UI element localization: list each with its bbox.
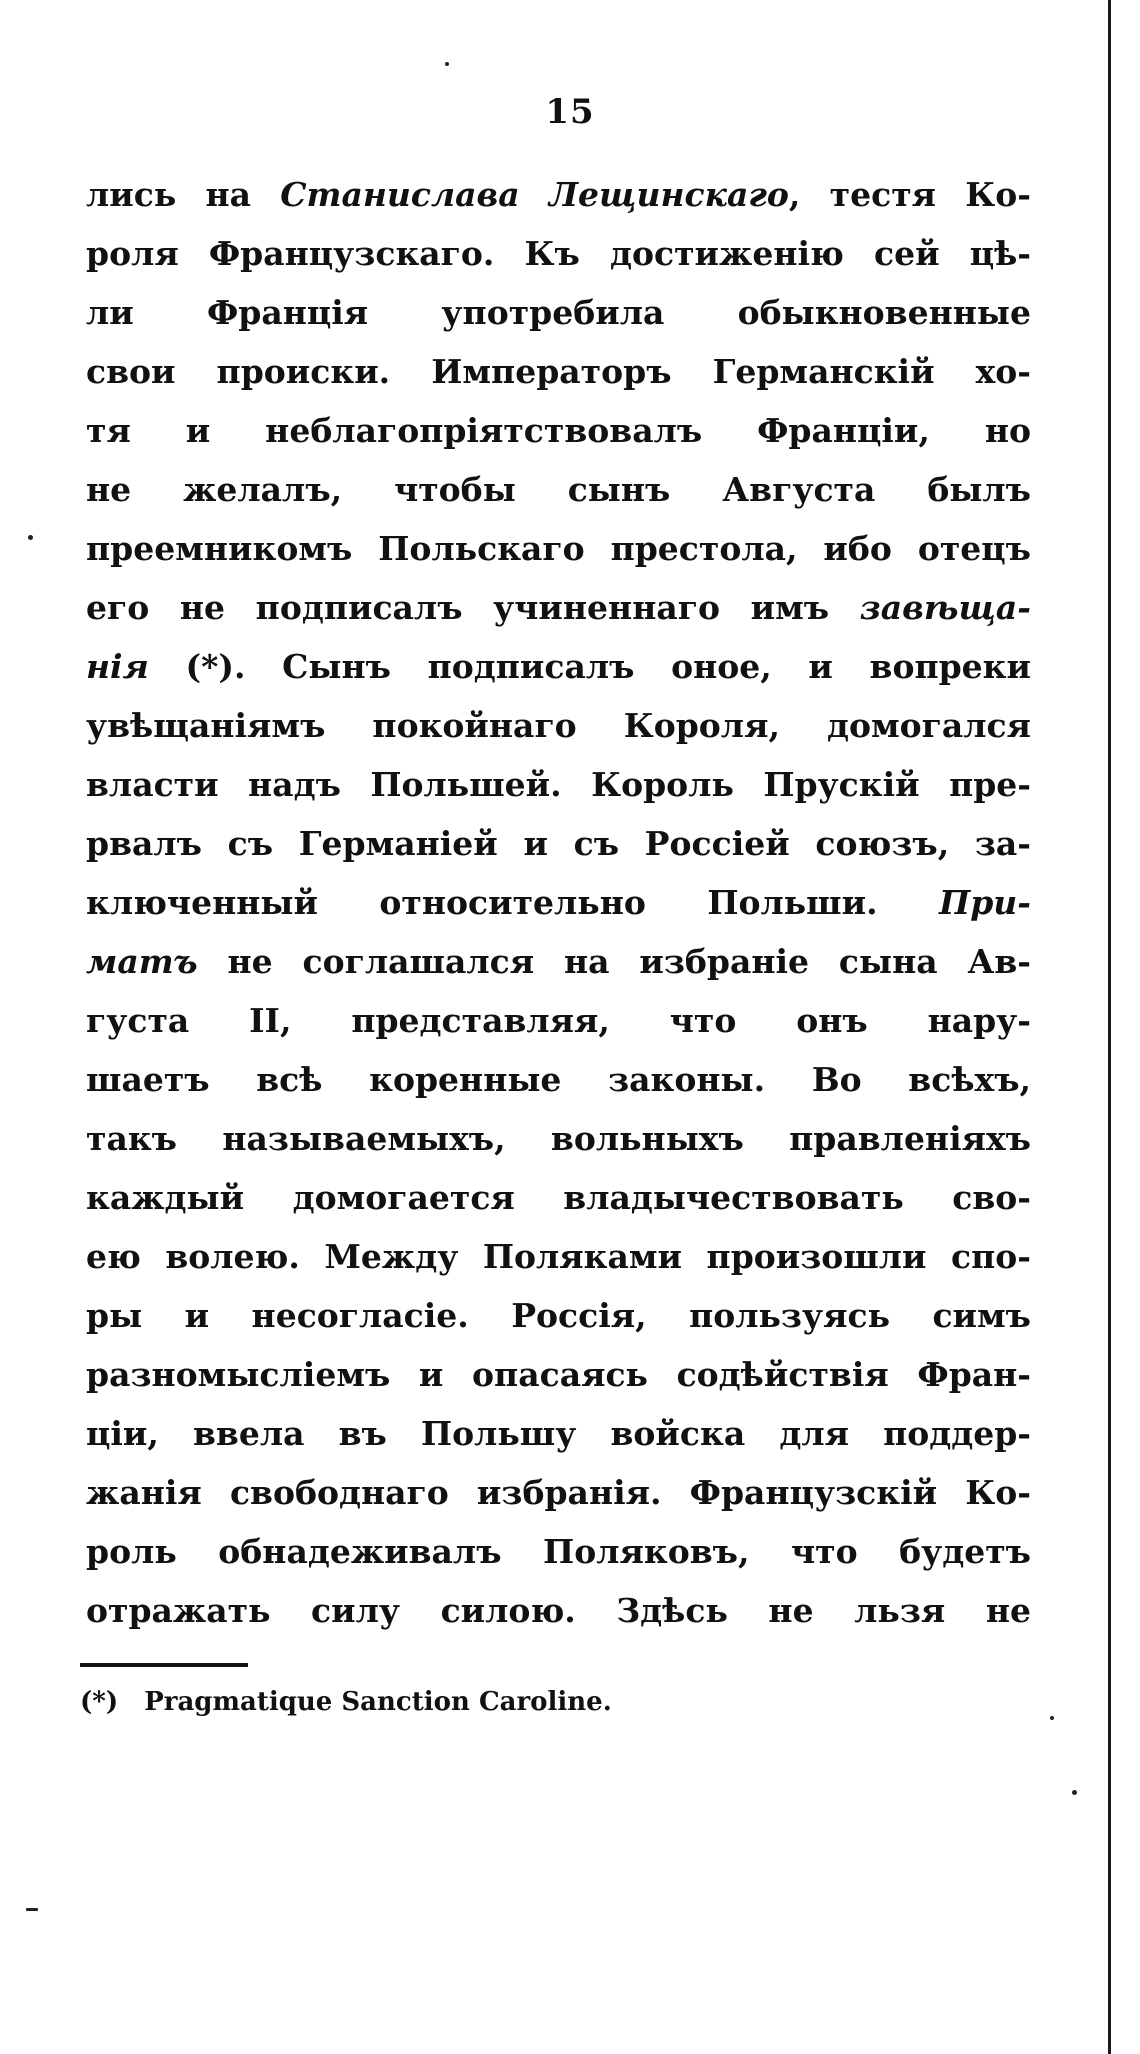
footnote-text: Pragmatique Sanction Caroline. bbox=[144, 1687, 612, 1717]
text-segment: ціи, ввела въ Польшу войска для поддер- bbox=[86, 1414, 1031, 1453]
text-line bbox=[86, 637, 1031, 696]
text-line bbox=[86, 519, 1031, 578]
text-segment: преемникомъ Польскаго престола, ибо отецъ bbox=[86, 529, 1031, 568]
text-line bbox=[86, 873, 1031, 932]
text-segment: лись на bbox=[86, 175, 281, 214]
text-segment: каждый домогается владычествовать сво- bbox=[86, 1178, 1031, 1217]
text-segment: ры и несогласіе. Россія, пользуясь симъ bbox=[86, 1296, 1031, 1335]
text-line bbox=[86, 696, 1031, 755]
print-speck bbox=[28, 535, 33, 540]
print-speck bbox=[1072, 1790, 1077, 1795]
text-segment: шаетъ всѣ коренные законы. Во всѣхъ, bbox=[86, 1060, 1031, 1099]
text-line bbox=[86, 1286, 1031, 1345]
text-line bbox=[86, 814, 1031, 873]
text-segment: свои происки. Императоръ Германскій хо- bbox=[86, 352, 1031, 391]
page-number: 15 bbox=[545, 92, 595, 132]
text-segment: ею волею. Между Поляками произошли спо- bbox=[86, 1237, 1031, 1276]
text-segment: тя и неблагопріятствовалъ Франціи, но bbox=[86, 411, 1031, 450]
print-speck bbox=[26, 1908, 38, 1911]
text-line bbox=[86, 1345, 1031, 1404]
text-line bbox=[86, 283, 1031, 342]
text-line bbox=[86, 342, 1031, 401]
text-segment: густа II, представляя, что онъ нару- bbox=[86, 1001, 1031, 1040]
text-segment: отражать силу силою. Здѣсь не льзя не bbox=[86, 1591, 1031, 1630]
text-line bbox=[86, 932, 1031, 991]
page-binding-edge bbox=[1108, 0, 1111, 2054]
print-speck bbox=[1050, 1716, 1054, 1720]
text-line bbox=[86, 460, 1031, 519]
text-line bbox=[86, 224, 1031, 283]
text-segment: не желалъ, чтобы сынъ Августа былъ bbox=[86, 470, 1031, 509]
text-line bbox=[86, 1109, 1031, 1168]
text-segment: разномысліемъ и опасаясь содѣйствія Фран- bbox=[86, 1355, 1031, 1394]
text-segment: (*). Сынъ подписалъ оное, и вопреки bbox=[148, 647, 1031, 686]
body-text bbox=[86, 165, 1031, 1640]
text-line bbox=[86, 1522, 1031, 1581]
italic-text-segment: нія bbox=[86, 647, 149, 686]
text-segment: ключенный относительно Польши. bbox=[86, 883, 940, 922]
text-line bbox=[86, 165, 1031, 224]
text-line bbox=[86, 1581, 1031, 1640]
text-line bbox=[86, 1050, 1031, 1109]
footnote bbox=[80, 1682, 612, 1722]
text-segment: жанія свободнаго избранія. Французскій Ко- bbox=[86, 1473, 1031, 1512]
text-line bbox=[86, 1463, 1031, 1522]
text-segment: власти надъ Польшей. Король Прускій пре- bbox=[86, 765, 1031, 804]
print-speck bbox=[445, 62, 449, 66]
text-segment: роль обнадеживалъ Поляковъ, что будетъ bbox=[86, 1532, 1031, 1571]
text-segment: роля Французскаго. Къ достиженію сей цѣ- bbox=[86, 234, 1031, 273]
footnote-divider bbox=[80, 1663, 248, 1667]
text-segment: , тестя Ко- bbox=[788, 175, 1031, 214]
text-line bbox=[86, 1168, 1031, 1227]
footnote-marker: (*) bbox=[80, 1687, 119, 1717]
text-line bbox=[86, 755, 1031, 814]
text-segment: рвалъ съ Германіей и съ Россіей союзъ, за- bbox=[86, 824, 1031, 863]
italic-text-segment: При- bbox=[939, 883, 1031, 922]
text-line bbox=[86, 1227, 1031, 1286]
text-line bbox=[86, 1404, 1031, 1463]
text-segment: такъ называемыхъ, вольныхъ правленіяхъ bbox=[86, 1119, 1031, 1158]
text-line bbox=[86, 578, 1031, 637]
text-line bbox=[86, 991, 1031, 1050]
text-segment: его не подписалъ учиненнаго имъ bbox=[86, 588, 860, 627]
italic-text-segment: завѣща- bbox=[859, 588, 1031, 627]
italic-text-segment: Станислава Лещинскаго bbox=[280, 175, 789, 214]
text-line bbox=[86, 401, 1031, 460]
text-segment: ли Франція употребила обыкновенные bbox=[86, 293, 1031, 332]
text-segment: не соглашался на избраніе сына Ав- bbox=[197, 942, 1031, 981]
text-segment: увѣщаніямъ покойнаго Короля, домогался bbox=[86, 706, 1031, 745]
italic-text-segment: матъ bbox=[86, 942, 198, 981]
